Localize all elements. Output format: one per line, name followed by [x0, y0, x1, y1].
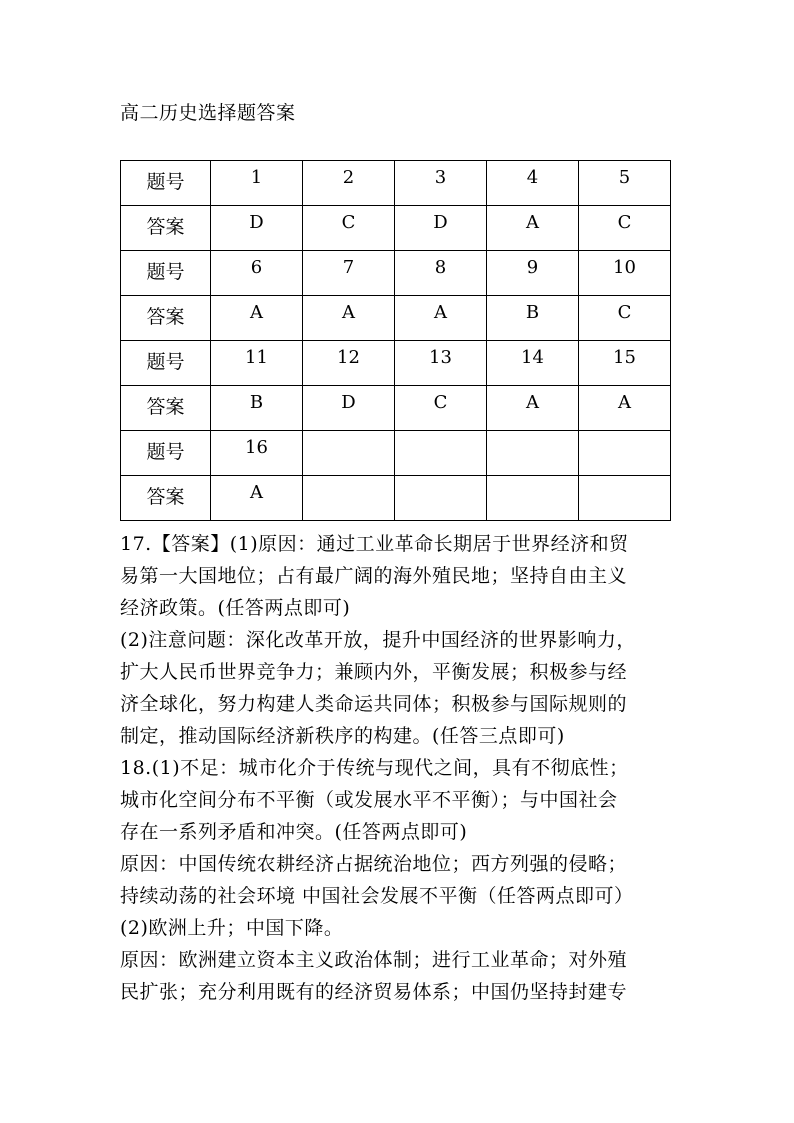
table-cell: 8 — [395, 251, 487, 296]
table-cell: A — [487, 206, 579, 251]
text-line: 18.(1)不足：城市化介于传统与现代之间，具有不彻底性； — [120, 757, 629, 779]
table-cell — [579, 431, 671, 476]
table-cell — [303, 431, 395, 476]
table-row — [121, 341, 671, 386]
text-line: 城市化空间分布不平衡（或发展水平不平衡）；与中国社会 — [120, 789, 618, 811]
answer-explanations — [120, 528, 700, 1008]
table-cell — [487, 476, 579, 521]
table-cell: 9 — [487, 251, 579, 296]
text-line: 民扩张；充分利用既有的经济贸易体系；中国仍坚持封建专 — [120, 981, 628, 1003]
row-label: 答案 — [121, 476, 211, 521]
answer-table — [120, 160, 671, 521]
table-cell: 12 — [303, 341, 395, 386]
table-row — [121, 161, 671, 206]
text-line: 持续动荡的社会环境 中国社会发展不平衡（任答两点即可） — [120, 885, 634, 907]
text-line: (2)注意问题：深化改革开放，提升中国经济的世界影响力， — [120, 629, 636, 651]
text-line: 17.【答案】(1)原因：通过工业革命长期居于世界经济和贸 — [120, 533, 629, 555]
table-cell: C — [303, 206, 395, 251]
table-row — [121, 206, 671, 251]
table-row — [121, 386, 671, 431]
text-line: 济全球化，努力构建人类命运共同体；积极参与国际规则的 — [120, 693, 628, 715]
text-line: 制定，推动国际经济新秩序的构建。(任答三点即可) — [120, 725, 565, 747]
table-cell: C — [579, 206, 671, 251]
table-cell: 16 — [211, 431, 303, 476]
table-cell: 13 — [395, 341, 487, 386]
row-label: 答案 — [121, 206, 211, 251]
table-cell: D — [303, 386, 395, 431]
table-cell: 2 — [303, 161, 395, 206]
table-cell: 1 — [211, 161, 303, 206]
table-cell — [487, 431, 579, 476]
table-cell: C — [579, 296, 671, 341]
table-cell: A — [303, 296, 395, 341]
text-line: 原因：中国传统农耕经济占据统治地位；西方列强的侵略； — [120, 853, 628, 875]
table-cell — [579, 476, 671, 521]
table-cell: B — [487, 296, 579, 341]
page-title: 高二历史选择题答案 — [120, 102, 296, 124]
table-cell: C — [395, 386, 487, 431]
table-cell: 5 — [579, 161, 671, 206]
text-line: 存在一系列矛盾和冲突。(任答两点即可) — [120, 821, 468, 843]
table-cell: 6 — [211, 251, 303, 296]
row-label: 题号 — [121, 161, 211, 206]
row-label: 题号 — [121, 251, 211, 296]
table-cell: 10 — [579, 251, 671, 296]
table-row — [121, 251, 671, 296]
table-cell: 7 — [303, 251, 395, 296]
table-cell: A — [395, 296, 487, 341]
table-cell: A — [579, 386, 671, 431]
table-cell: 15 — [579, 341, 671, 386]
table-cell: D — [211, 206, 303, 251]
text-line: 易第一大国地位；占有最广阔的海外殖民地；坚持自由主义 — [120, 565, 628, 587]
table-row — [121, 296, 671, 341]
text-line: 原因：欧洲建立资本主义政治体制；进行工业革命；对外殖 — [120, 949, 628, 971]
row-label: 题号 — [121, 431, 211, 476]
row-label: 答案 — [121, 296, 211, 341]
table-cell — [303, 476, 395, 521]
text-line: 扩大人民币世界竞争力；兼顾内外，平衡发展；积极参与经 — [120, 661, 628, 683]
table-cell: A — [211, 296, 303, 341]
table-row — [121, 476, 671, 521]
table-cell: A — [487, 386, 579, 431]
table-row — [121, 431, 671, 476]
text-line: 经济政策。(任答两点即可) — [120, 597, 351, 619]
table-cell: 14 — [487, 341, 579, 386]
row-label: 答案 — [121, 386, 211, 431]
table-cell: B — [211, 386, 303, 431]
table-cell: A — [211, 476, 303, 521]
table-cell: 11 — [211, 341, 303, 386]
table-cell: 3 — [395, 161, 487, 206]
table-cell — [395, 476, 487, 521]
table-cell — [395, 431, 487, 476]
text-line: (2)欧洲上升；中国下降。 — [120, 917, 344, 939]
row-label: 题号 — [121, 341, 211, 386]
table-cell: 4 — [487, 161, 579, 206]
table-cell: D — [395, 206, 487, 251]
